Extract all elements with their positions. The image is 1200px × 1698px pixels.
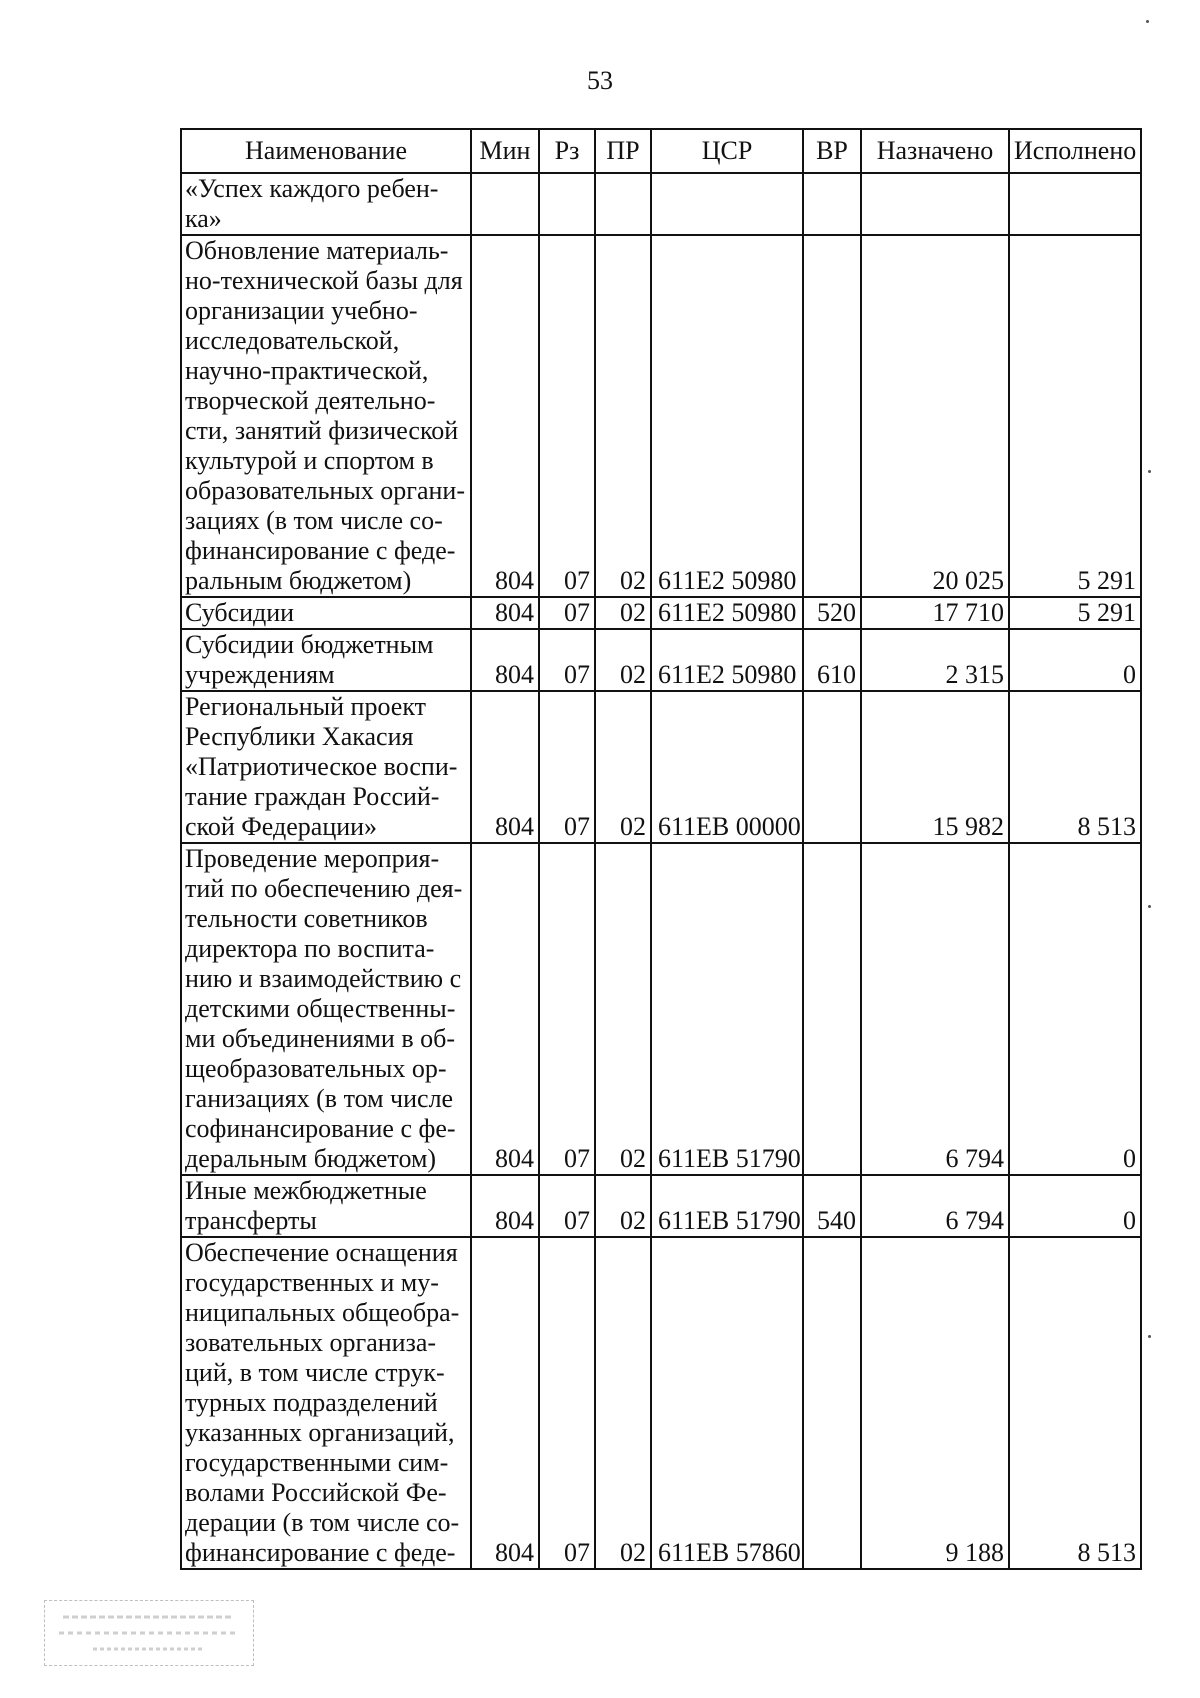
header-vr: ВР	[803, 129, 861, 173]
row-rz: 07	[539, 235, 595, 597]
header-executed: Исполнено	[1009, 129, 1141, 173]
header-assigned: Назначено	[861, 129, 1009, 173]
row-pr: 02	[595, 1237, 651, 1569]
row-vr	[803, 1237, 861, 1569]
row-csr: 611E2 50980	[651, 597, 803, 629]
scan-speck	[1146, 20, 1149, 23]
row-executed: 5 291	[1009, 235, 1141, 597]
header-pr: ПР	[595, 129, 651, 173]
row-csr: 611EB 00000	[651, 691, 803, 843]
row-min: 804	[471, 691, 539, 843]
table-row	[181, 235, 1141, 597]
table-row	[181, 597, 1141, 629]
row-vr: 540	[803, 1175, 861, 1237]
row-executed: 0	[1009, 843, 1141, 1175]
row-min: 804	[471, 629, 539, 691]
row-csr: 611E2 50980	[651, 629, 803, 691]
row-name: Региональный проект Республики Хакасия «Патриотическое воспи- тание граждан Россий- ской Федерации»	[181, 691, 471, 843]
row-pr	[595, 173, 651, 235]
budget-table	[180, 128, 1142, 1570]
header-min: Мин	[471, 129, 539, 173]
row-assigned: 20 025	[861, 235, 1009, 597]
row-vr	[803, 173, 861, 235]
row-min	[471, 173, 539, 235]
row-executed: 0	[1009, 1175, 1141, 1237]
row-min: 804	[471, 843, 539, 1175]
row-assigned: 6 794	[861, 1175, 1009, 1237]
header-rz: Рз	[539, 129, 595, 173]
table-header-row	[181, 129, 1141, 173]
header-csr: ЦСР	[651, 129, 803, 173]
row-pr: 02	[595, 1175, 651, 1237]
row-csr: 611E2 50980	[651, 235, 803, 597]
table-row	[181, 843, 1141, 1175]
row-pr: 02	[595, 597, 651, 629]
table-row	[181, 629, 1141, 691]
row-rz: 07	[539, 597, 595, 629]
row-vr: 520	[803, 597, 861, 629]
row-pr: 02	[595, 629, 651, 691]
row-csr	[651, 173, 803, 235]
row-vr	[803, 843, 861, 1175]
row-csr: 611EB 51790	[651, 843, 803, 1175]
row-min: 804	[471, 1237, 539, 1569]
row-name: «Успех каждого ребен- ка»	[181, 173, 471, 235]
row-min: 804	[471, 1175, 539, 1237]
stamp-imprint	[44, 1600, 254, 1666]
row-assigned: 17 710	[861, 597, 1009, 629]
table-row	[181, 691, 1141, 843]
row-vr: 610	[803, 629, 861, 691]
scan-speck	[1148, 470, 1151, 473]
row-name: Обновление материаль- но-технической базы для организации учебно- исследовательской, научно-практической, творческой деятельно- сти, занятий физической культурой и спортом в образовательных органи- зациях (в том числе со- финансирование с феде- ральным бюджетом)	[181, 235, 471, 597]
row-executed: 8 513	[1009, 1237, 1141, 1569]
row-name: Проведение мероприя- тий по обеспечению дея- тельности советников директора по воспита- нию и взаимодействию с детскими общественны- ми объединениями в об- щеобразовательных ор- ганизациях (в том числе софинансирование с фе- деральным бюджетом)	[181, 843, 471, 1175]
row-rz: 07	[539, 843, 595, 1175]
row-csr: 611EB 57860	[651, 1237, 803, 1569]
row-csr: 611EB 51790	[651, 1175, 803, 1237]
page-number: 53	[587, 66, 613, 95]
row-vr	[803, 691, 861, 843]
table-row	[181, 1237, 1141, 1569]
row-assigned	[861, 173, 1009, 235]
scan-speck	[1148, 1335, 1151, 1338]
row-rz: 07	[539, 691, 595, 843]
row-pr: 02	[595, 235, 651, 597]
row-executed: 0	[1009, 629, 1141, 691]
row-min: 804	[471, 235, 539, 597]
row-rz: 07	[539, 1237, 595, 1569]
table-row	[181, 173, 1141, 235]
stamp-lines-icon	[53, 1607, 245, 1657]
row-name: Субсидии бюджетным учреждениям	[181, 629, 471, 691]
row-executed: 8 513	[1009, 691, 1141, 843]
row-executed: 5 291	[1009, 597, 1141, 629]
row-pr: 02	[595, 691, 651, 843]
scan-speck	[1148, 905, 1151, 908]
row-name: Субсидии	[181, 597, 471, 629]
header-name: Наименование	[181, 129, 471, 173]
row-min: 804	[471, 597, 539, 629]
row-pr: 02	[595, 843, 651, 1175]
row-assigned: 2 315	[861, 629, 1009, 691]
row-name: Обеспечение оснащения государственных и му- ниципальных общеобра- зовательных организа- ций, в том числе струк- турных подразделений указанных организаций, государственными сим- волами Российской Фе- дерации (в том числе со- финансирование с феде-	[181, 1237, 471, 1569]
row-assigned: 9 188	[861, 1237, 1009, 1569]
row-name: Иные межбюджетные трансферты	[181, 1175, 471, 1237]
row-assigned: 6 794	[861, 843, 1009, 1175]
table-row	[181, 1175, 1141, 1237]
row-vr	[803, 235, 861, 597]
row-rz	[539, 173, 595, 235]
row-executed	[1009, 173, 1141, 235]
row-rz: 07	[539, 1175, 595, 1237]
row-assigned: 15 982	[861, 691, 1009, 843]
row-rz: 07	[539, 629, 595, 691]
